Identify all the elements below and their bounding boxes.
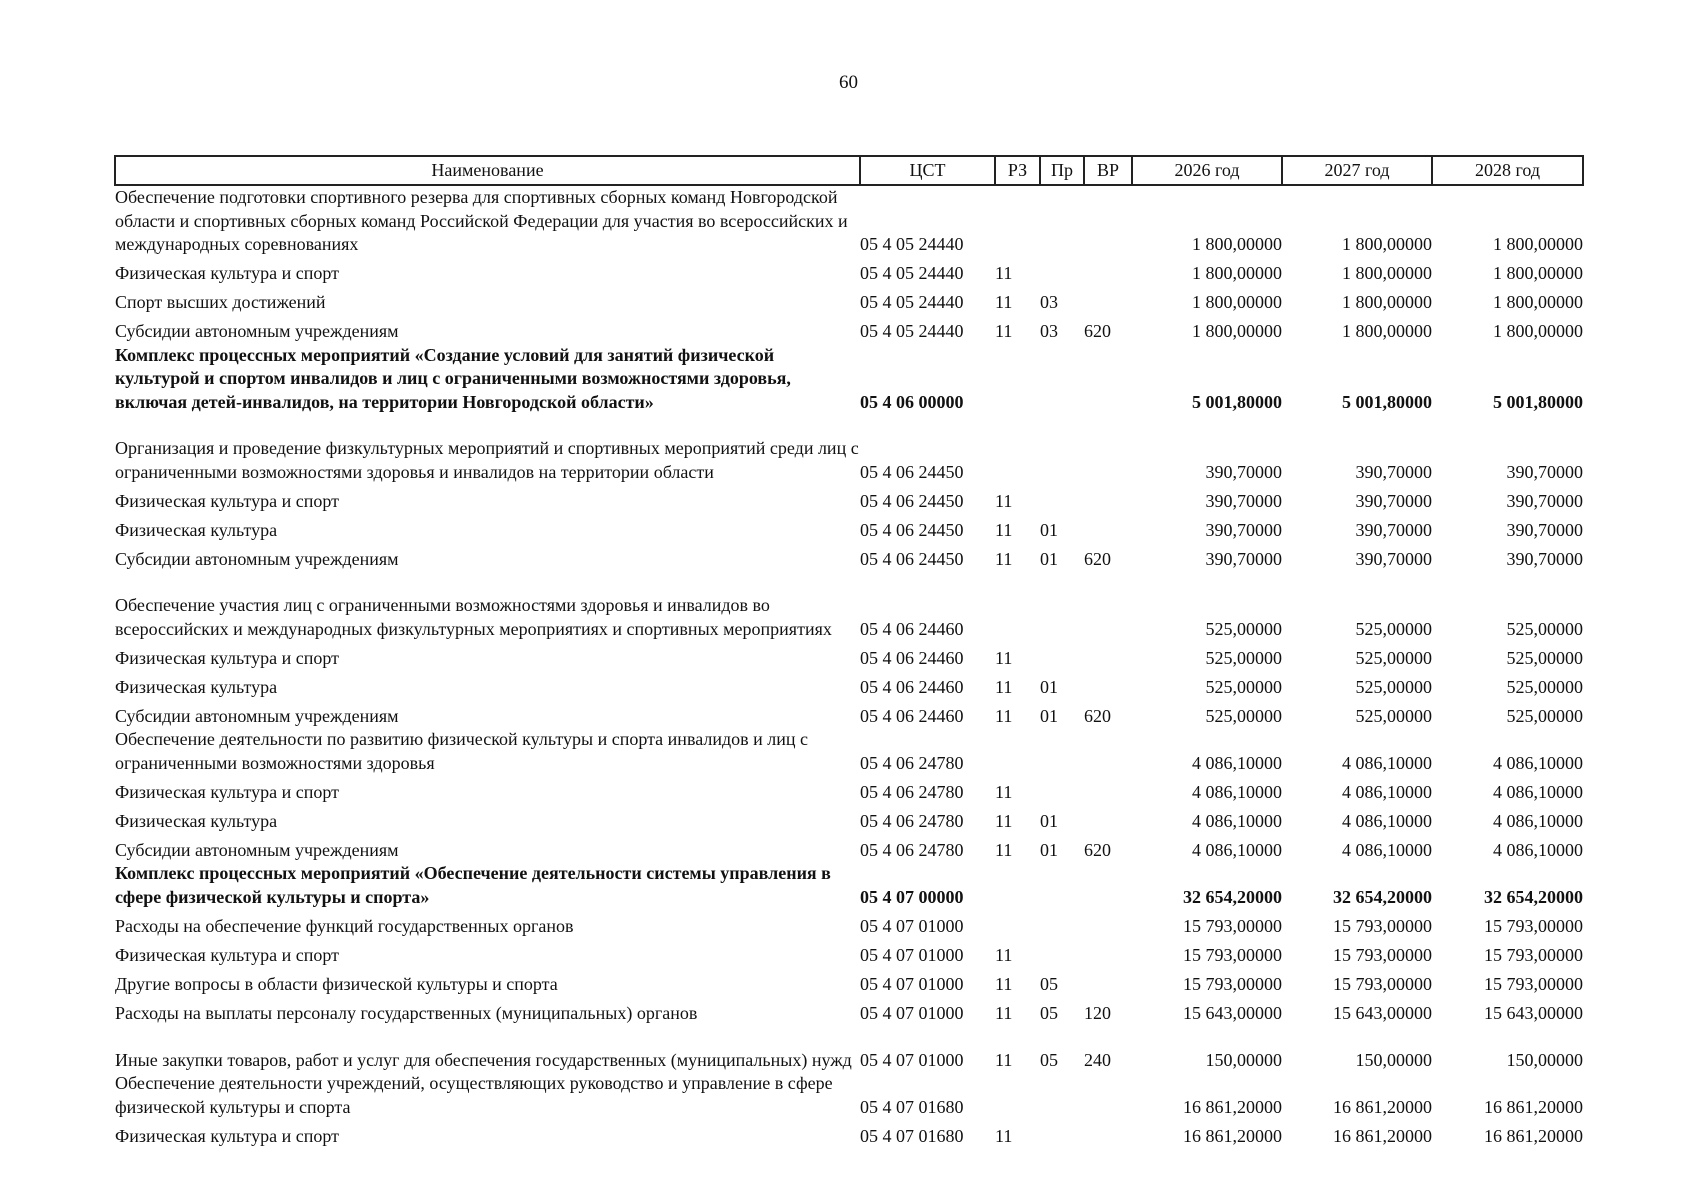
row-rz: 11 xyxy=(995,781,1013,802)
row-2027: 4 086,10000 xyxy=(1342,781,1432,802)
header-vr: ВР xyxy=(1084,156,1132,185)
row-pr: 05 xyxy=(1040,973,1058,994)
row-2027: 525,00000 xyxy=(1355,676,1432,697)
row-2026: 1 800,00000 xyxy=(1192,321,1282,341)
row-2026: 525,00000 xyxy=(1205,647,1282,668)
row-rz: 11 xyxy=(995,490,1013,511)
table-row xyxy=(115,728,1583,775)
row-vr xyxy=(1084,641,1132,670)
row-rz: 11 xyxy=(995,1049,1013,1070)
row-cst: 05 4 06 24450 xyxy=(860,461,964,482)
row-name: Субсидии автономным учреждениям xyxy=(115,321,399,341)
row-2028: 390,70000 xyxy=(1506,548,1583,569)
row-pr: 01 xyxy=(1040,705,1058,726)
row-rz: 11 xyxy=(995,973,1013,994)
row-cst: 05 4 05 24440 xyxy=(860,263,964,283)
row-vr xyxy=(1084,344,1132,415)
row-vr xyxy=(1084,670,1132,699)
row-name: Иные закупки товаров, работ и услуг для обеспечения государственных (муниципальных) нужд xyxy=(115,1049,852,1070)
table-row xyxy=(115,1072,1583,1119)
table-row xyxy=(115,641,1583,670)
row-2028: 4 086,10000 xyxy=(1493,752,1583,773)
row-cst: 05 4 06 24780 xyxy=(860,810,964,831)
row-2027: 4 086,10000 xyxy=(1342,810,1432,831)
row-2028: 390,70000 xyxy=(1506,519,1583,540)
row-2027: 525,00000 xyxy=(1355,618,1432,639)
row-2027: 16 861,20000 xyxy=(1333,1125,1432,1146)
row-vr xyxy=(1084,257,1132,286)
header-cst: ЦСТ xyxy=(860,156,995,185)
row-name: Комплекс процессных мероприятий «Создание условий для занятий физической культурой и спортом инвалидов и лиц с ограниченными возможностями здоровья, включая детей-инвалидов, на территории Новгородской области» xyxy=(115,344,791,412)
row-name: Обеспечение участия лиц с ограниченными возможностями здоровья и инвалидов во всероссийских и международных физкультурных мероприятиях и спортивных мероприятиях xyxy=(115,595,832,639)
row-2026: 5 001,80000 xyxy=(1192,391,1282,412)
row-2027: 16 861,20000 xyxy=(1333,1096,1432,1117)
table-row xyxy=(115,414,1583,484)
row-vr xyxy=(1084,909,1132,938)
row-rz: 11 xyxy=(995,292,1013,312)
table-row xyxy=(115,257,1583,286)
row-cst: 05 4 07 01000 xyxy=(860,944,964,965)
table-header-row xyxy=(115,156,1583,185)
row-pr: 01 xyxy=(1040,810,1058,831)
table-row xyxy=(115,571,1583,641)
table-row xyxy=(115,775,1583,804)
row-2028: 1 800,00000 xyxy=(1493,321,1583,341)
row-rz xyxy=(995,728,1040,775)
row-2026: 390,70000 xyxy=(1205,519,1282,540)
row-2027: 15 793,00000 xyxy=(1333,944,1432,965)
row-name: Субсидии автономным учреждениям xyxy=(115,839,399,860)
row-vr xyxy=(1084,775,1132,804)
row-cst: 05 4 06 24450 xyxy=(860,490,964,511)
row-pr xyxy=(1040,862,1084,909)
row-pr xyxy=(1040,414,1084,484)
row-2027: 390,70000 xyxy=(1355,461,1432,482)
row-vr xyxy=(1084,513,1132,542)
row-rz xyxy=(995,414,1040,484)
row-2026: 525,00000 xyxy=(1205,618,1282,639)
row-2028: 4 086,10000 xyxy=(1493,839,1583,860)
row-cst: 05 4 07 01000 xyxy=(860,1002,964,1023)
table-row xyxy=(115,542,1583,571)
table-row xyxy=(115,996,1583,1025)
row-2027: 32 654,20000 xyxy=(1333,886,1432,907)
row-pr xyxy=(1040,257,1084,286)
row-name: Физическая культура и спорт xyxy=(115,1125,340,1146)
row-2026: 16 861,20000 xyxy=(1183,1096,1282,1117)
row-rz: 11 xyxy=(995,321,1013,341)
row-2026: 1 800,00000 xyxy=(1192,234,1282,254)
row-2027: 1 800,00000 xyxy=(1342,263,1432,283)
row-rz xyxy=(995,185,1040,257)
row-rz xyxy=(995,862,1040,909)
row-rz: 11 xyxy=(995,944,1013,965)
row-rz: 11 xyxy=(995,705,1013,726)
row-2028: 525,00000 xyxy=(1506,647,1583,668)
row-rz: 11 xyxy=(995,263,1013,283)
table-row xyxy=(115,699,1583,728)
header-2027: 2027 год xyxy=(1282,156,1432,185)
row-pr xyxy=(1040,641,1084,670)
row-2028: 525,00000 xyxy=(1506,676,1583,697)
row-2028: 5 001,80000 xyxy=(1493,391,1583,412)
row-vr xyxy=(1084,862,1132,909)
row-2026: 1 800,00000 xyxy=(1192,292,1282,312)
table-row xyxy=(115,286,1583,315)
row-cst: 05 4 06 24450 xyxy=(860,519,964,540)
row-vr: 120 xyxy=(1084,1002,1111,1023)
row-name: Субсидии автономным учреждениям xyxy=(115,705,399,726)
row-2028: 1 800,00000 xyxy=(1493,234,1583,254)
row-pr xyxy=(1040,484,1084,513)
header-pr: Пр xyxy=(1040,156,1084,185)
row-rz xyxy=(995,909,1040,938)
row-cst: 05 4 06 24460 xyxy=(860,618,964,639)
row-cst: 05 4 06 24460 xyxy=(860,676,964,697)
row-pr xyxy=(1040,571,1084,641)
row-cst: 05 4 06 00000 xyxy=(860,391,964,412)
row-name: Физическая культура и спорт xyxy=(115,490,340,511)
row-cst: 05 4 06 24460 xyxy=(860,705,964,726)
row-2027: 15 793,00000 xyxy=(1333,973,1432,994)
row-vr xyxy=(1084,1119,1132,1148)
row-rz: 11 xyxy=(995,676,1013,697)
row-vr: 620 xyxy=(1084,321,1111,341)
row-2027: 4 086,10000 xyxy=(1342,839,1432,860)
row-pr xyxy=(1040,344,1084,415)
row-2028: 15 793,00000 xyxy=(1484,915,1583,936)
table-row xyxy=(115,484,1583,513)
row-cst: 05 4 07 01000 xyxy=(860,973,964,994)
row-2027: 150,00000 xyxy=(1355,1049,1432,1070)
row-pr xyxy=(1040,1119,1084,1148)
row-rz: 11 xyxy=(995,519,1013,540)
row-pr xyxy=(1040,775,1084,804)
table-row xyxy=(115,804,1583,833)
page-number: 60 xyxy=(839,72,858,93)
row-cst: 05 4 06 24450 xyxy=(860,548,964,569)
row-cst: 05 4 06 24780 xyxy=(860,781,964,802)
table-row xyxy=(115,185,1583,257)
row-cst: 05 4 07 01680 xyxy=(860,1096,964,1117)
row-pr: 01 xyxy=(1040,548,1058,569)
row-cst: 05 4 05 24440 xyxy=(860,321,964,341)
row-vr xyxy=(1084,286,1132,315)
row-vr xyxy=(1084,185,1132,257)
row-pr: 01 xyxy=(1040,676,1058,697)
row-cst: 05 4 06 24780 xyxy=(860,839,964,860)
row-name: Обеспечение подготовки спортивного резерва для спортивных сборных команд Новгородской области и спортивных сборных команд Российской Федерации для участия во всероссийских и международных соревнованиях xyxy=(115,187,848,254)
row-2028: 525,00000 xyxy=(1506,618,1583,639)
table-row-section xyxy=(115,862,1583,909)
row-pr: 05 xyxy=(1040,1049,1058,1070)
row-2026: 15 793,00000 xyxy=(1183,973,1282,994)
row-vr: 240 xyxy=(1084,1049,1111,1070)
row-vr xyxy=(1084,414,1132,484)
row-2026: 4 086,10000 xyxy=(1192,839,1282,860)
row-name: Физическая культура xyxy=(115,519,278,540)
row-2028: 1 800,00000 xyxy=(1493,263,1583,283)
row-2026: 4 086,10000 xyxy=(1192,810,1282,831)
row-pr xyxy=(1040,1072,1084,1119)
row-rz: 11 xyxy=(995,810,1013,831)
row-rz: 11 xyxy=(995,647,1013,668)
row-vr: 620 xyxy=(1084,839,1111,860)
row-2028: 16 861,20000 xyxy=(1484,1125,1583,1146)
row-cst: 05 4 06 24460 xyxy=(860,647,964,668)
row-cst: 05 4 07 00000 xyxy=(860,886,964,907)
row-2027: 390,70000 xyxy=(1355,519,1432,540)
row-2028: 1 800,00000 xyxy=(1493,292,1583,312)
header-2028: 2028 год xyxy=(1432,156,1583,185)
row-2026: 525,00000 xyxy=(1205,676,1282,697)
row-pr xyxy=(1040,909,1084,938)
row-vr: 620 xyxy=(1084,548,1111,569)
row-cst: 05 4 05 24440 xyxy=(860,234,964,254)
header-2026: 2026 год xyxy=(1132,156,1282,185)
row-cst: 05 4 07 01000 xyxy=(860,1049,964,1070)
row-2026: 1 800,00000 xyxy=(1192,263,1282,283)
row-name: Другие вопросы в области физической культуры и спорта xyxy=(115,973,558,994)
table-row xyxy=(115,833,1583,862)
row-2028: 16 861,20000 xyxy=(1484,1096,1583,1117)
row-2026: 4 086,10000 xyxy=(1192,752,1282,773)
row-vr xyxy=(1084,1072,1132,1119)
row-pr: 01 xyxy=(1040,519,1058,540)
row-pr: 03 xyxy=(1040,292,1058,312)
row-2027: 1 800,00000 xyxy=(1342,321,1432,341)
row-name: Физическая культура и спорт xyxy=(115,263,340,283)
row-rz: 11 xyxy=(995,839,1013,860)
row-2027: 5 001,80000 xyxy=(1342,391,1432,412)
table-row xyxy=(115,513,1583,542)
row-name: Обеспечение деятельности по развитию физической культуры и спорта инвалидов и лиц с ограниченными возможностями здоровья xyxy=(115,729,808,773)
row-vr xyxy=(1084,967,1132,996)
header-rz: РЗ xyxy=(995,156,1040,185)
row-vr xyxy=(1084,804,1132,833)
row-2028: 4 086,10000 xyxy=(1493,781,1583,802)
row-vr: 620 xyxy=(1084,705,1111,726)
row-2028: 32 654,20000 xyxy=(1484,886,1583,907)
row-name: Расходы на выплаты персоналу государственных (муниципальных) органов xyxy=(115,1002,698,1023)
row-name: Расходы на обеспечение функций государственных органов xyxy=(115,915,574,936)
row-rz xyxy=(995,1072,1040,1119)
row-2027: 15 793,00000 xyxy=(1333,915,1432,936)
row-vr xyxy=(1084,484,1132,513)
table-row xyxy=(115,315,1583,344)
row-2027: 390,70000 xyxy=(1355,490,1432,511)
row-vr xyxy=(1084,728,1132,775)
row-rz xyxy=(995,344,1040,415)
row-2026: 4 086,10000 xyxy=(1192,781,1282,802)
header-name: Наименование xyxy=(115,156,860,185)
row-name: Физическая культура и спорт xyxy=(115,944,340,965)
row-2026: 32 654,20000 xyxy=(1183,886,1282,907)
row-2026: 390,70000 xyxy=(1205,461,1282,482)
row-pr xyxy=(1040,185,1084,257)
row-name: Спорт высших достижений xyxy=(115,292,326,312)
row-name: Обеспечение деятельности учреждений, осуществляющих руководство и управление в сфере физической культуры и спорта xyxy=(115,1073,833,1117)
row-name: Комплекс процессных мероприятий «Обеспечение деятельности системы управления в сфере физической культуры и спорта» xyxy=(115,863,831,907)
row-2027: 1 800,00000 xyxy=(1342,292,1432,312)
row-2028: 15 793,00000 xyxy=(1484,944,1583,965)
row-rz: 11 xyxy=(995,1125,1013,1146)
row-vr xyxy=(1084,938,1132,967)
row-2026: 16 861,20000 xyxy=(1183,1125,1282,1146)
row-2028: 390,70000 xyxy=(1506,490,1583,511)
row-name: Субсидии автономным учреждениям xyxy=(115,548,399,569)
row-pr: 01 xyxy=(1040,839,1058,860)
row-2028: 150,00000 xyxy=(1506,1049,1583,1070)
table-row xyxy=(115,967,1583,996)
row-2027: 390,70000 xyxy=(1355,548,1432,569)
row-pr: 05 xyxy=(1040,1002,1058,1023)
row-2026: 150,00000 xyxy=(1205,1049,1282,1070)
table-row-section xyxy=(115,344,1583,415)
row-rz: 11 xyxy=(995,548,1013,569)
row-2028: 4 086,10000 xyxy=(1493,810,1583,831)
row-pr: 03 xyxy=(1040,321,1058,341)
row-name: Физическая культура и спорт xyxy=(115,647,340,668)
row-pr xyxy=(1040,938,1084,967)
row-rz xyxy=(995,571,1040,641)
row-2026: 390,70000 xyxy=(1205,490,1282,511)
row-name: Физическая культура xyxy=(115,676,278,697)
table-row xyxy=(115,1025,1583,1072)
row-2027: 4 086,10000 xyxy=(1342,752,1432,773)
row-cst: 05 4 06 24780 xyxy=(860,752,964,773)
table-row xyxy=(115,670,1583,699)
row-rz: 11 xyxy=(995,1002,1013,1023)
row-name: Организация и проведение физкультурных мероприятий и спортивных мероприятий среди лиц с ограниченными возможностями здоровья и инвалидов на территории области xyxy=(115,438,859,482)
row-2028: 15 643,00000 xyxy=(1484,1002,1583,1023)
row-2028: 390,70000 xyxy=(1506,461,1583,482)
row-2027: 525,00000 xyxy=(1355,647,1432,668)
row-cst: 05 4 07 01000 xyxy=(860,915,964,936)
table-row xyxy=(115,1119,1583,1148)
table-row xyxy=(115,938,1583,967)
row-2026: 525,00000 xyxy=(1205,705,1282,726)
row-2026: 390,70000 xyxy=(1205,548,1282,569)
row-2026: 15 793,00000 xyxy=(1183,915,1282,936)
row-pr xyxy=(1040,728,1084,775)
row-cst: 05 4 05 24440 xyxy=(860,292,964,312)
row-2028: 525,00000 xyxy=(1506,705,1583,726)
row-2027: 15 643,00000 xyxy=(1333,1002,1432,1023)
row-2027: 525,00000 xyxy=(1355,705,1432,726)
row-2026: 15 643,00000 xyxy=(1183,1002,1282,1023)
table-row xyxy=(115,909,1583,938)
row-2028: 15 793,00000 xyxy=(1484,973,1583,994)
row-2026: 15 793,00000 xyxy=(1183,944,1282,965)
row-name: Физическая культура xyxy=(115,810,278,831)
row-vr xyxy=(1084,571,1132,641)
row-name: Физическая культура и спорт xyxy=(115,781,340,802)
budget-table xyxy=(114,155,1584,1148)
row-2027: 1 800,00000 xyxy=(1342,234,1432,254)
row-cst: 05 4 07 01680 xyxy=(860,1125,964,1146)
